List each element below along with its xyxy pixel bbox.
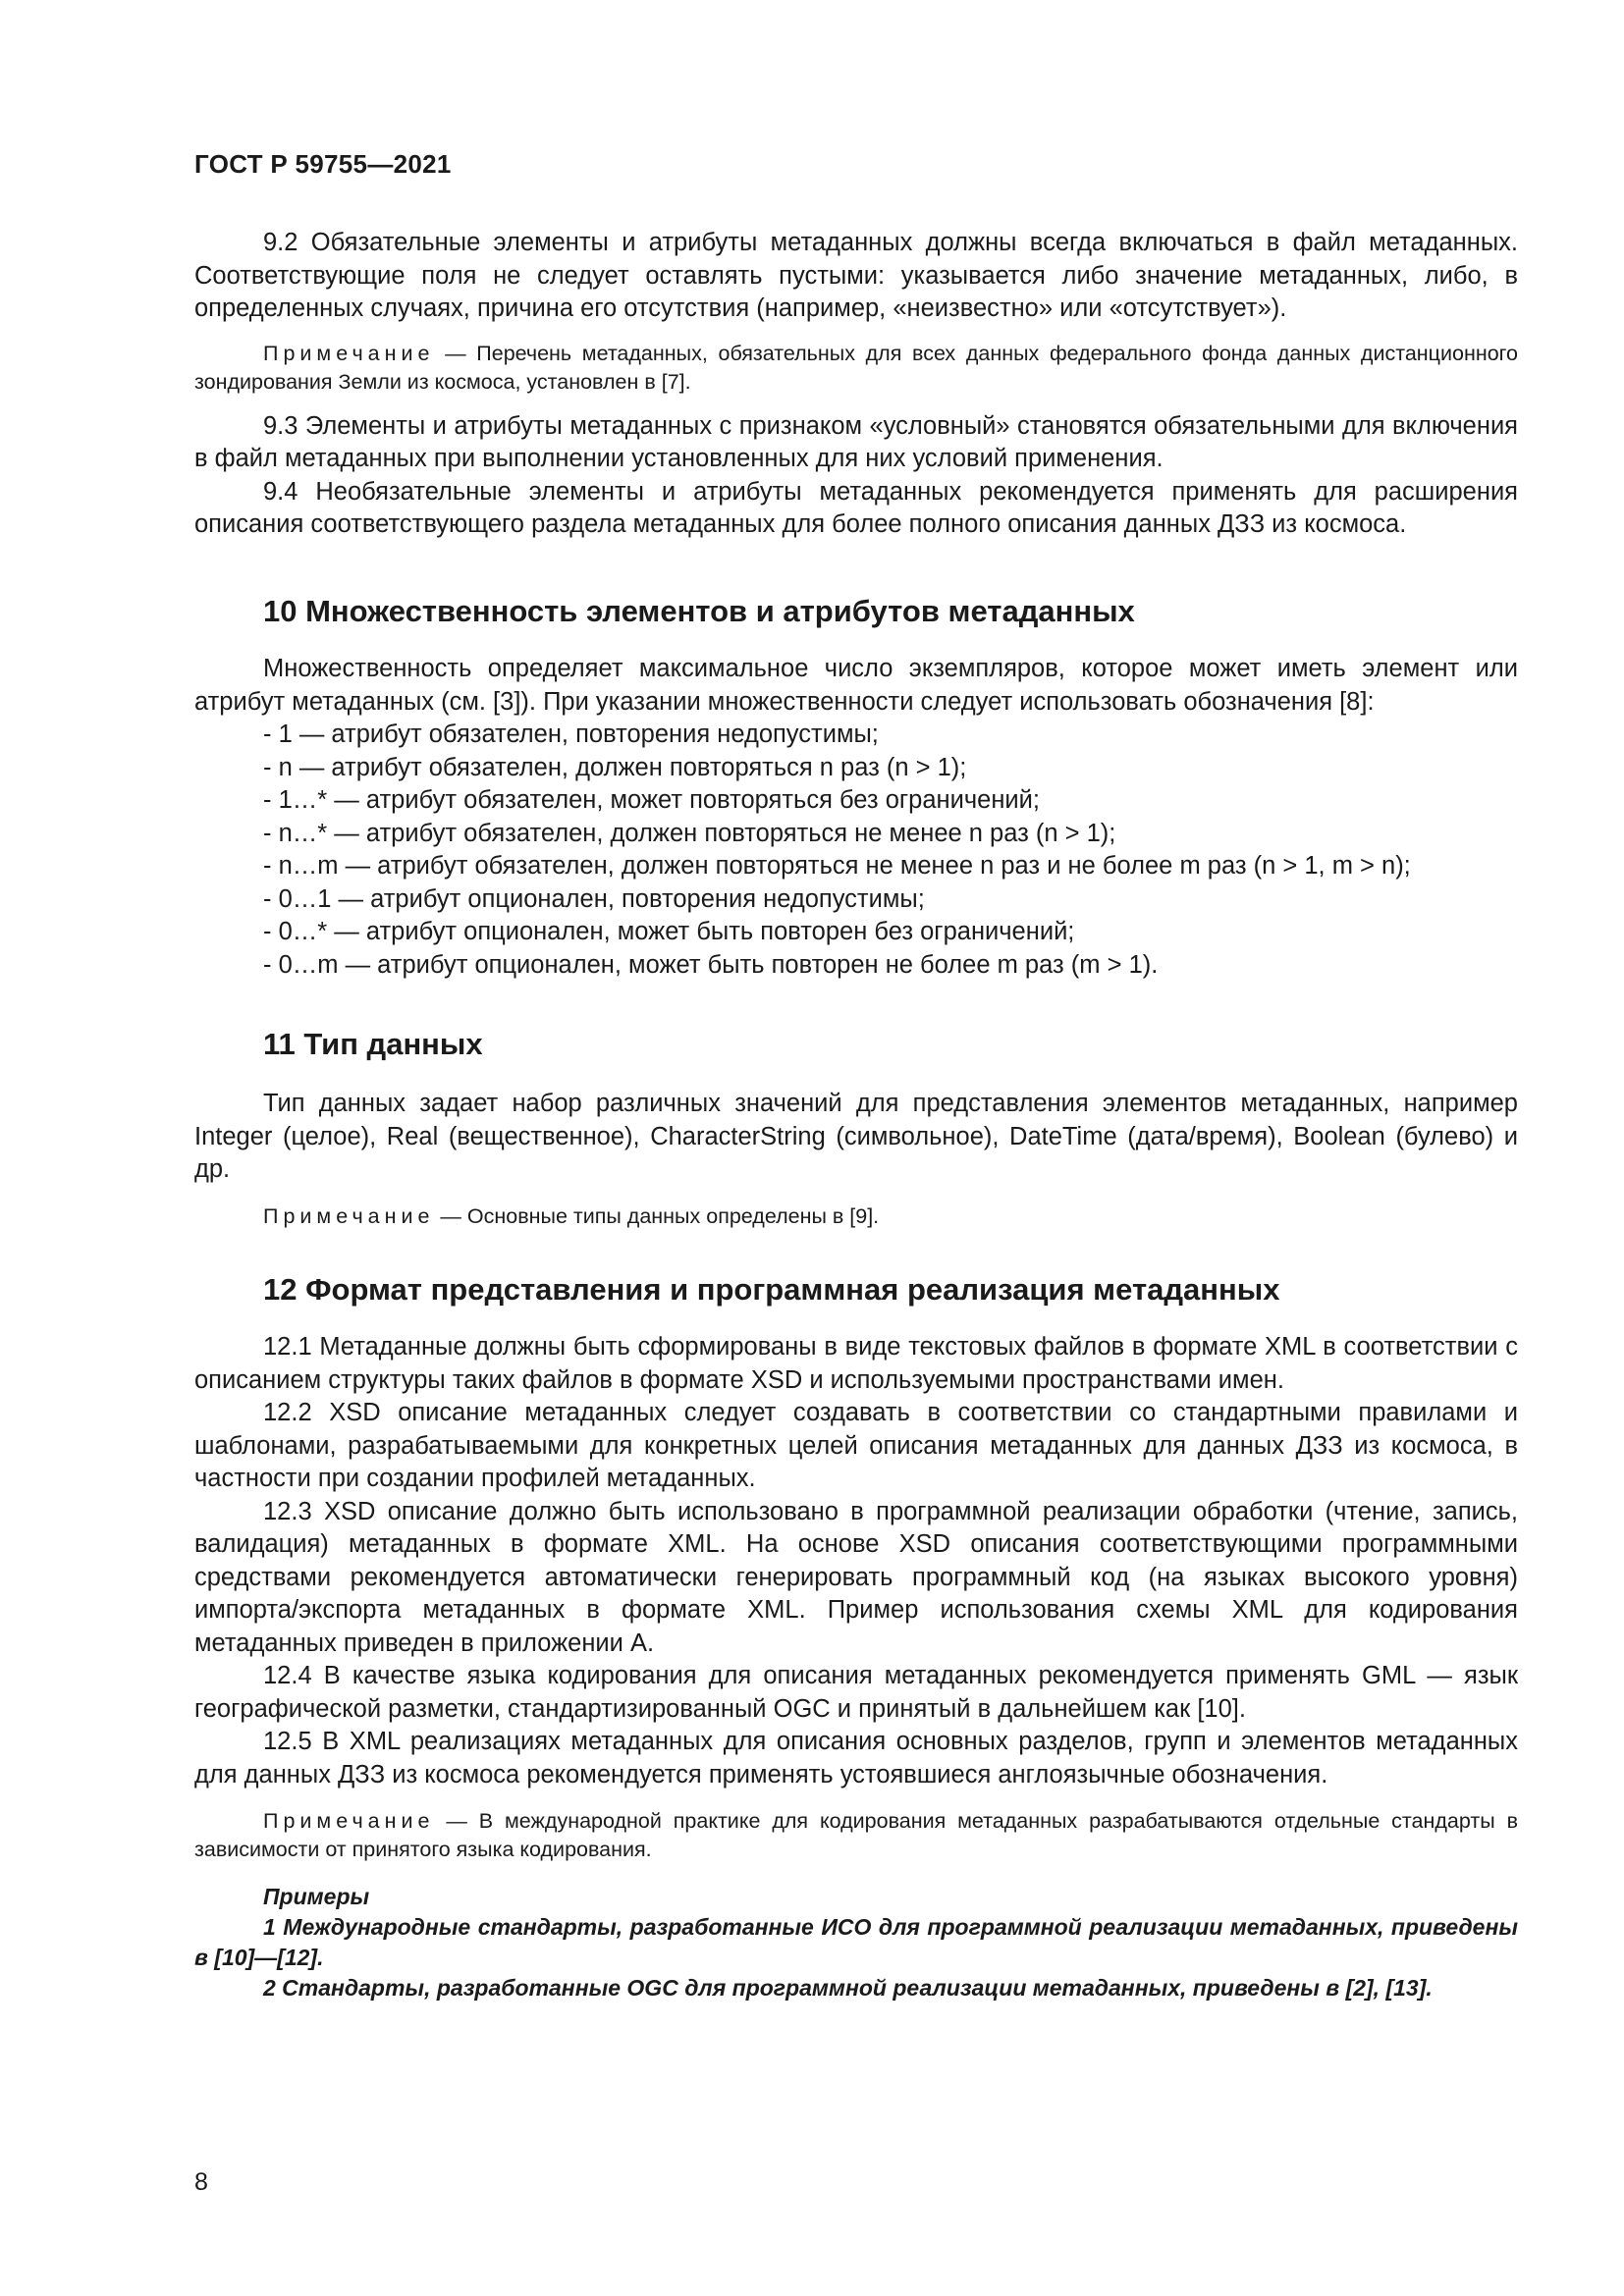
- page-number: 8: [194, 2168, 208, 2196]
- note-text: — Перечень метаданных, обязательных для всех данных федерального фонда данных дистанционного зондирования Земли из космоса, установлен в [7].: [194, 341, 1518, 394]
- multiplicity-list: [194, 719, 1518, 982]
- note-label: Примечание: [263, 1809, 435, 1833]
- example-1: 1 Международные стандарты, разработанные ИСО для программной реализации метаданных, приведены в [10]—[12].: [194, 1914, 1518, 1970]
- list-item: - 0…* — атрибут опционален, может быть повторен без ограничений;: [263, 918, 1075, 945]
- list-item: - 1…* — атрибут обязателен, может повторяться без ограничений;: [263, 786, 1040, 814]
- note-text: — Основные типы данных определены в [9].: [434, 1203, 880, 1228]
- list-item: - 1 — атрибут обязателен, повторения недопустимы;: [263, 721, 879, 748]
- section-9-body: [194, 227, 1518, 542]
- note-11: [194, 1202, 1518, 1231]
- section-12-heading: 12 Формат представления и программная реализация метаданных: [263, 1272, 1280, 1307]
- section-11: [194, 1025, 1518, 1231]
- paragraph-9-3: 9.3 Элементы и атрибуты метаданных с признаком «условный» становятся обязательными для включения в файл метаданных при выполнении установленных для них условий применения.: [194, 411, 1518, 472]
- section-10-heading: 10 Множественность элементов и атрибутов метаданных: [263, 594, 1135, 628]
- example-2: 2 Стандарты, разработанные OGC для программной реализации метаданных, приведены в [2], [13].: [263, 1975, 1433, 2001]
- note-label: Примечание: [263, 1203, 435, 1228]
- examples-title: Примеры: [263, 1884, 370, 1909]
- list-item: - n…* — атрибут обязателен, должен повторяться не менее n раз (n > 1);: [263, 819, 1116, 847]
- list-item: - n — атрибут обязателен, должен повторяться n раз (n > 1);: [263, 753, 967, 781]
- paragraph-12-1: 12.1 Метаданные должны быть сформированы в виде текстовых файлов в формате XML в соответствии с описанием структуры таких файлов в формате XSD и используемыми пространствами имен.: [194, 1333, 1518, 1394]
- section-12: [194, 1270, 1518, 2003]
- paragraph-12-2: 12.2 XSD описание метаданных следует создавать в соответствии со стандартными правилами и шаблонами, разрабатываемыми для конкретных целей описания метаданных для данных ДЗЗ из космоса, в частности при создании профилей метаданных.: [194, 1399, 1518, 1492]
- note-text: — В международной практике для кодирования метаданных разрабатываются отдельные стандарты в зависимости от принятого языка кодирования.: [194, 1809, 1518, 1861]
- list-item: - 0…m — атрибут опционален, может быть повторен не более m раз (m > 1).: [263, 950, 1159, 979]
- paragraph-12-4: 12.4 В качестве языка кодирования для описания метаданных рекомендуется применять GML — язык географической разметки, стандартизированный OGC и принятый в дальнейшем как [10].: [194, 1662, 1518, 1723]
- note-label: Примечание: [263, 341, 435, 365]
- section-10: [194, 592, 1518, 982]
- paragraph-12-3: 12.3 XSD описание должно быть использовано в программной реализации обработки (чтение, запись, валидация) метаданных в формате XML. На основе XSD описания соответствующими программными средствами рекомендуется автоматически генерировать программный код (на языках высокого уровня) импорта/экспорта метаданных в формате XML. Пример использования схемы XML для кодирования метаданных приведен в приложении А.: [194, 1497, 1518, 1657]
- list-item: - 0…1 — атрибут опционален, повторения недопустимы;: [263, 884, 925, 913]
- section-10-intro: Множественность определяет максимальное число экземпляров, которое может иметь элемент или атрибут метаданных (см. [3]). При указании множественности следует использовать обозначения [8]:: [194, 655, 1518, 716]
- section-11-paragraph: Тип данных задает набор различных значений для представления элементов метаданных, например Integer (целое), Real (вещественное), CharacterString (символьное), DateTime (дата/время), Boolean (булево) и др.: [194, 1090, 1518, 1183]
- paragraph-9-4: 9.4 Необязательные элементы и атрибуты метаданных рекомендуется применять для расширения описания соответствующего раздела метаданных для более полного описания данных ДЗЗ из космоса.: [194, 477, 1518, 538]
- document-header-id: ГОСТ Р 59755—2021: [194, 149, 452, 179]
- note-12: [194, 1807, 1518, 1864]
- section-11-heading: 11 Тип данных: [263, 1027, 483, 1061]
- list-item: - n…m — атрибут обязателен, должен повторяться не менее n раз и не более m раз (n > 1, m > n);: [263, 852, 1411, 880]
- note-9: [194, 340, 1518, 397]
- paragraph-9-2: 9.2 Обязательные элементы и атрибуты метаданных должны всегда включаться в файл метаданных. Соответствующие поля не следует оставлять пустыми: указывается либо значение метаданных, либо, в определенных случаях, причина его отсутствия (например, «неизвестно» или «отсутствует»).: [194, 229, 1518, 322]
- paragraph-12-5: 12.5 В XML реализациях метаданных для описания основных разделов, групп и элементов метаданных для данных ДЗЗ из космоса рекомендуется применять устоявшиеся англоязычные обозначения.: [194, 1728, 1518, 1789]
